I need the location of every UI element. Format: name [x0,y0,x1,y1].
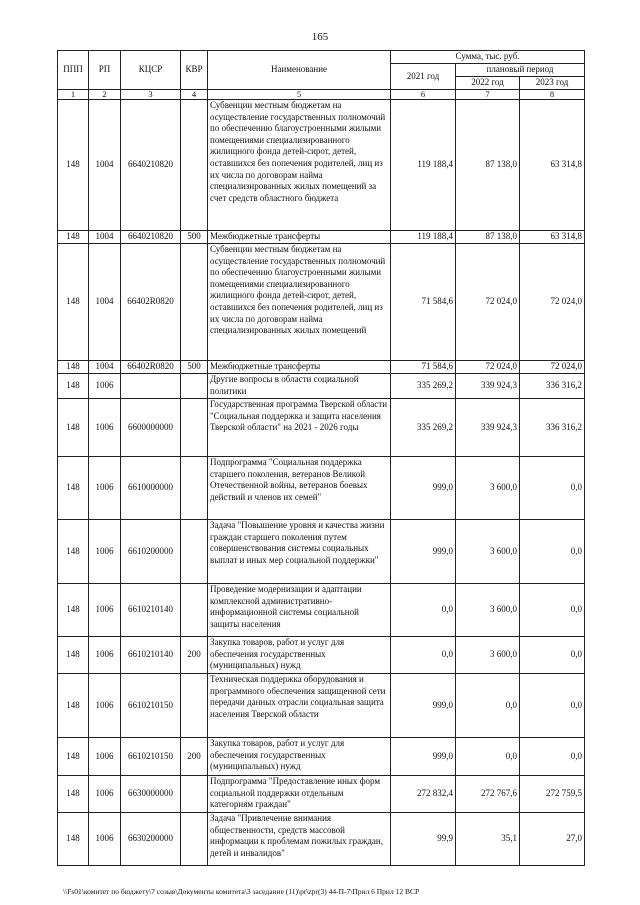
row-kvr [181,584,208,637]
row-value-2022: 87 138,0 [456,231,520,244]
row-value-2021: 999,0 [391,520,456,584]
row-value-2023: 0,0 [520,584,585,637]
row-ppp: 148 [58,361,89,374]
row-ppp: 148 [58,584,89,637]
table-row [58,813,585,866]
table-row [58,637,585,674]
row-ppp: 148 [58,813,89,866]
row-value-2021: 272 832,4 [391,776,456,813]
header-sum: Сумма, тыс. руб. [391,51,585,64]
row-name: Задача "Привлечение внимания общественности, средств массовой информации к проблемам пожилых граждан, детей и инвалидов" [208,813,391,866]
table-row [58,520,585,584]
row-rp: 1004 [89,244,121,361]
row-value-2022: 3 600,0 [456,584,520,637]
row-name: Закупка товаров, работ и услуг для обеспечения государственных (муниципальных) нужд [208,738,391,776]
row-name: Проведение модернизации и адаптации комплексной административно-информационной системы социальной защиты населения [208,584,391,637]
row-value-2021: 0,0 [391,584,456,637]
row-name: Задача "Повышение уровня и качества жизни граждан старшего поколения путем совершенствования системы социальных выплат и иных мер социальной поддержки" [208,520,391,584]
row-value-2023: 27,0 [520,813,585,866]
row-rp: 1006 [89,374,121,399]
row-kcsr: 6610210140 [121,637,181,674]
row-name: Субвенции местным бюджетам на осуществление государственных полномочий по обеспечению благоустроенными жилыми помещениями специализированного жилищного фонда детей-сирот, детей, оставшихся без попечения родителей, лиц из их числа по договорам найма специализированных жилых помещений за счет средств областного бюджета [208,100,391,231]
column-number: 1 [58,90,89,100]
row-value-2021: 999,0 [391,738,456,776]
row-kcsr: 6640210820 [121,231,181,244]
budget-table [57,50,585,866]
row-ppp: 148 [58,520,89,584]
row-rp: 1004 [89,361,121,374]
header-planned-period: плановый период [456,64,585,77]
row-value-2021: 335 269,2 [391,374,456,399]
row-value-2023: 272 759,5 [520,776,585,813]
row-kvr: 500 [181,361,208,374]
row-ppp: 148 [58,457,89,520]
row-value-2023: 63 314,8 [520,231,585,244]
table-row [58,584,585,637]
table-row [58,374,585,399]
row-rp: 1006 [89,776,121,813]
row-rp: 1006 [89,520,121,584]
table-row [58,457,585,520]
table-row [58,738,585,776]
row-rp: 1006 [89,457,121,520]
row-ppp: 148 [58,231,89,244]
header-kvr: КВР [181,51,208,90]
row-kcsr: 66402R0820 [121,361,181,374]
column-number: 5 [208,90,391,100]
column-number: 6 [391,90,456,100]
row-rp: 1006 [89,738,121,776]
header-ppp: ППП [58,51,89,90]
row-kcsr: 6630000000 [121,776,181,813]
row-value-2022: 87 138,0 [456,100,520,231]
row-kcsr: 6640210820 [121,100,181,231]
row-ppp: 148 [58,674,89,738]
row-kvr: 500 [181,231,208,244]
row-value-2023: 72 024,0 [520,244,585,361]
row-value-2023: 336 316,2 [520,374,585,399]
row-value-2023: 0,0 [520,674,585,738]
row-kvr [181,520,208,584]
row-name: Субвенции местным бюджетам на осуществление государственных полномочий по обеспечению благоустроенными жилыми помещениями специализированного жилищного фонда детей-сирот, детей, оставшихся без попечения родителей, лиц из их числа по договорам найма специализированных жилых помещений [208,244,391,361]
row-name: Межбюджетные трансферты [208,361,391,374]
row-value-2023: 0,0 [520,520,585,584]
row-kcsr: 6600000000 [121,399,181,457]
row-value-2023: 63 314,8 [520,100,585,231]
row-ppp: 148 [58,244,89,361]
row-ppp: 148 [58,637,89,674]
header-kcsr: КЦСР [121,51,181,90]
row-value-2022: 339 924,3 [456,374,520,399]
column-number: 2 [89,90,121,100]
row-value-2022: 35,1 [456,813,520,866]
row-value-2021: 119 188,4 [391,231,456,244]
row-name: Другие вопросы в области социальной политики [208,374,391,399]
row-name: Техническая поддержка оборудования и программного обеспечения защищенной сети передачи данных отрасли социальная защита населения Тверской области [208,674,391,738]
row-value-2022: 72 024,0 [456,244,520,361]
row-kvr [181,399,208,457]
row-value-2021: 0,0 [391,637,456,674]
table-row [58,361,585,374]
row-value-2022: 0,0 [456,738,520,776]
row-value-2022: 3 600,0 [456,457,520,520]
row-kvr [181,100,208,231]
row-rp: 1004 [89,231,121,244]
row-value-2023: 72 024,0 [520,361,585,374]
row-name: Подпрограмма "Социальная поддержка старшего поколения, ветеранов Великой Отечественной войны, ветеранов боевых действий и членов их семей" [208,457,391,520]
header-2023: 2023 год [520,77,585,90]
row-value-2023: 0,0 [520,738,585,776]
row-kcsr [121,374,181,399]
row-ppp: 148 [58,399,89,457]
row-value-2022: 72 024,0 [456,361,520,374]
column-number: 8 [520,90,585,100]
row-kvr [181,244,208,361]
row-rp: 1006 [89,813,121,866]
row-value-2021: 71 584,6 [391,244,456,361]
row-value-2021: 335 269,2 [391,399,456,457]
row-value-2023: 0,0 [520,457,585,520]
row-value-2022: 0,0 [456,674,520,738]
column-number-row [58,90,585,100]
row-value-2021: 99,9 [391,813,456,866]
row-value-2023: 336 316,2 [520,399,585,457]
row-name: Подпрограмма "Предоставление иных форм социальной поддержки отдельным категориям граждан" [208,776,391,813]
row-name: Межбюджетные трансферты [208,231,391,244]
row-kvr: 200 [181,637,208,674]
row-ppp: 148 [58,100,89,231]
row-kvr [181,674,208,738]
table-row [58,674,585,738]
table-row [58,776,585,813]
row-value-2022: 339 924,3 [456,399,520,457]
table-row [58,100,585,231]
row-kcsr: 6610210150 [121,674,181,738]
header-2022: 2022 год [456,77,520,90]
row-kvr [181,776,208,813]
row-ppp: 148 [58,374,89,399]
row-name: Закупка товаров, работ и услуг для обеспечения государственных (муниципальных) нужд [208,637,391,674]
row-rp: 1006 [89,674,121,738]
row-name: Государственная программа Тверской области "Социальная поддержка и защита населения Тверской области" на 2021 - 2026 годы [208,399,391,457]
row-value-2022: 272 767,6 [456,776,520,813]
row-value-2021: 999,0 [391,457,456,520]
row-ppp: 148 [58,776,89,813]
row-kcsr: 66402R0820 [121,244,181,361]
row-rp: 1006 [89,637,121,674]
page-number: 165 [311,31,329,43]
row-kvr [181,374,208,399]
row-kcsr: 6610210150 [121,738,181,776]
row-rp: 1006 [89,584,121,637]
header-name: Наименование [208,51,391,90]
row-value-2021: 999,0 [391,674,456,738]
row-kcsr: 6610200000 [121,520,181,584]
table-row [58,399,585,457]
row-ppp: 148 [58,738,89,776]
row-rp: 1006 [89,399,121,457]
table-row [58,231,585,244]
header-2021: 2021 год [391,64,456,90]
row-kvr [181,813,208,866]
row-kcsr: 6610000000 [121,457,181,520]
row-value-2023: 0,0 [520,637,585,674]
column-number: 7 [456,90,520,100]
column-number: 3 [121,90,181,100]
header-row-1 [58,51,585,64]
row-kcsr: 6610210140 [121,584,181,637]
row-kvr [181,457,208,520]
footer-file-path: \\Fs01\комитет по бюджету\7 созыв\Документы комитета\3 заседание (11)\pr\zpr(3) 44-П-7\Прил 6 Прил 12 ВСР [63,887,420,896]
row-value-2022: 3 600,0 [456,637,520,674]
row-kcsr: 6630200000 [121,813,181,866]
row-value-2021: 119 188,4 [391,100,456,231]
row-rp: 1004 [89,100,121,231]
column-number: 4 [181,90,208,100]
row-value-2022: 3 600,0 [456,520,520,584]
header-rp: РП [89,51,121,90]
table-row [58,244,585,361]
row-value-2021: 71 584,6 [391,361,456,374]
row-kvr: 200 [181,738,208,776]
